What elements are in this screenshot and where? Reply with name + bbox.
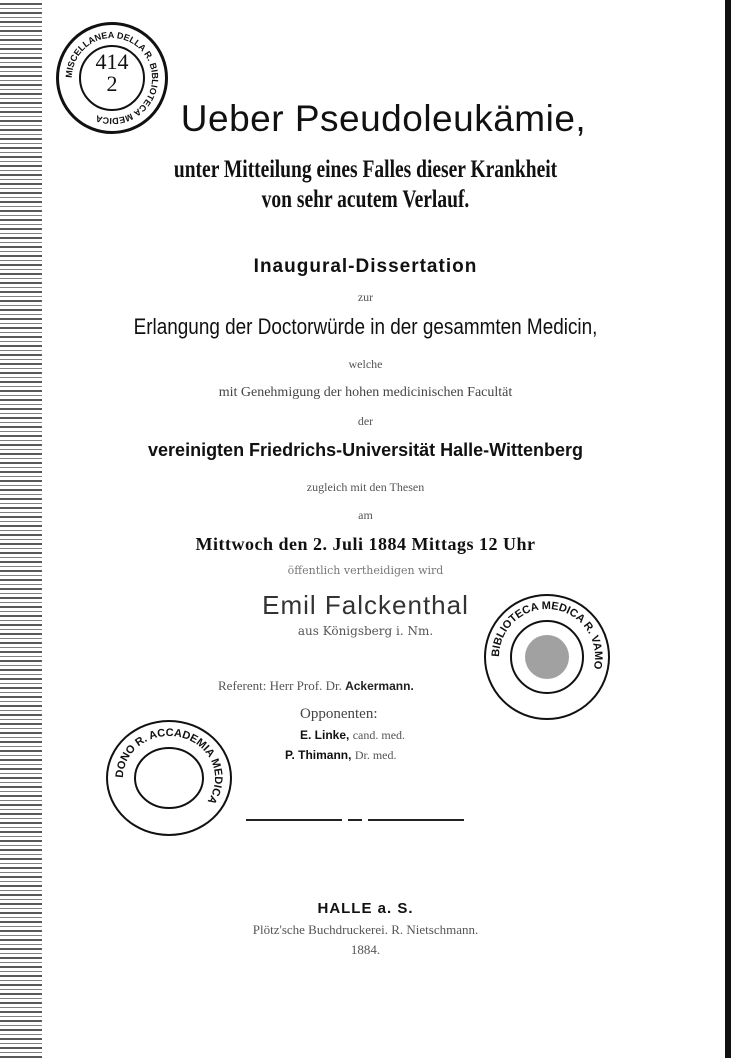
svg-text:DONO R. ACCADEMIA MEDICA — [114, 727, 224, 806]
referent-name: Ackermann. — [345, 679, 414, 693]
stamp-left-ring-text: DONO R. ACCADEMIA MEDICA — [113, 726, 225, 807]
subtitle-line-1: unter Mitteilung eines Falles dieser Krankheit — [173, 156, 558, 183]
referent-label: Referent: Herr Prof. Dr. — [218, 678, 342, 693]
dissertation-heading: Inaugural-Dissertation — [253, 256, 478, 277]
erlangung-text: Erlangung der Doctorwürde in der gesammten Medicin, — [133, 314, 598, 339]
subtitle-line-2: von sehr acutem Verlauf. — [261, 186, 470, 213]
opponent-2 — [285, 748, 396, 763]
opponent-2-title: Dr. med. — [354, 748, 397, 762]
stamp-left-svg — [108, 722, 230, 834]
der-text: der — [357, 414, 374, 428]
stamp-right-ring-text: BIBLIOTECA MEDICA R. VAMO — [489, 599, 605, 671]
genehmigung-text: mit Genehmigung der hohen medicinischen Facultät — [218, 385, 513, 400]
opponent-1-name: E. Linke, — [300, 728, 350, 742]
year: 1884. — [350, 942, 381, 957]
defense-date: Mittwoch den 2. Juli 1884 Mittags 12 Uhr — [195, 534, 536, 554]
opponent-1 — [300, 728, 405, 743]
stamp-number-1: 414 — [95, 49, 129, 74]
library-stamp-left — [106, 720, 232, 836]
zur-text: zur — [357, 290, 374, 304]
divider-right — [368, 819, 464, 821]
am-text: am — [358, 508, 373, 522]
author-origin: aus Königsberg i. Nm. — [297, 624, 434, 638]
stamp-right-svg — [486, 596, 608, 718]
author-name: Emil Falckenthal — [262, 590, 469, 620]
oeffentlich-text: öffentlich vertheidigen wird — [287, 564, 444, 577]
printer: Plötz'sche Buchdruckerei. R. Nietschmann. — [252, 922, 479, 937]
stamp-number-2: 2 — [106, 71, 118, 96]
opponent-2-name: P. Thimann, — [285, 748, 352, 762]
library-stamp-right — [484, 594, 610, 720]
opponent-1-title: cand. med. — [352, 728, 406, 742]
page-title: Ueber Pseudoleukämie, — [180, 98, 587, 139]
place: HALLE a. S. — [317, 900, 414, 917]
stamp-top-ring-text: MISCELLANEA DELLA R. BIBLIOTECA MEDICA — [63, 29, 161, 127]
welche-text: welche — [348, 357, 383, 371]
university-name: vereinigten Friedrichs-Universität Halle-Wittenberg — [148, 440, 583, 460]
opponenten-label: Opponenten: — [300, 706, 378, 722]
zugleich-text: zugleich mit den Thesen — [306, 480, 425, 494]
divider-left — [246, 819, 342, 821]
referent-line — [218, 678, 414, 694]
divider-center — [348, 819, 362, 821]
